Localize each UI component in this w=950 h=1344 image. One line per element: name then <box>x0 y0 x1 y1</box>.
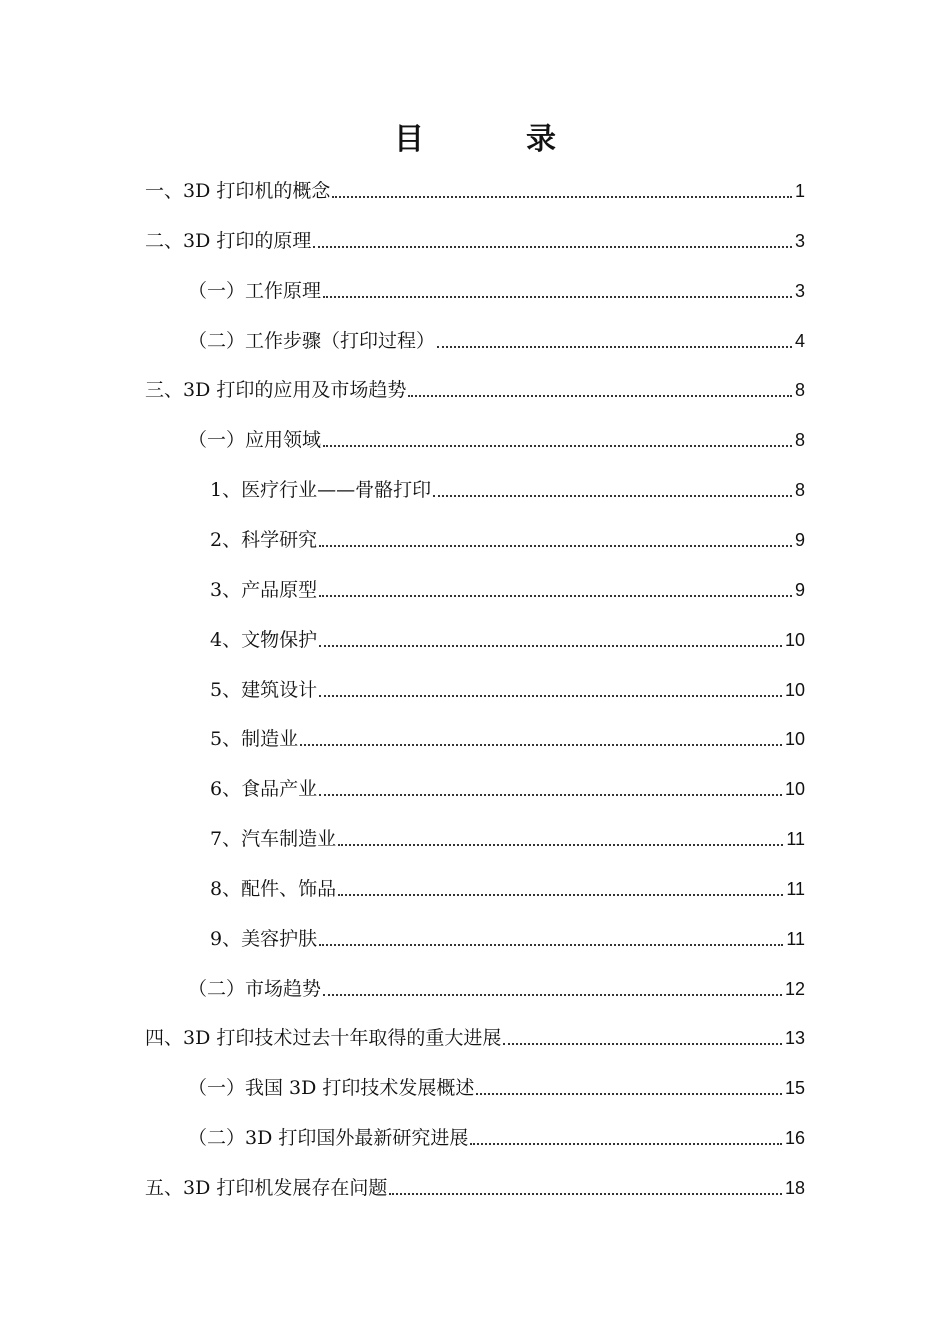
toc-entry-page-number: 18 <box>784 1178 805 1198</box>
toc-dot-leader <box>319 944 783 946</box>
toc-entry-page-number: 9 <box>794 580 805 600</box>
toc-entry-page-number: 11 <box>786 929 805 949</box>
toc-entry-label: （二）工作步骤（打印过程） <box>188 330 436 352</box>
toc-entry-label: 6、食品产业 <box>210 778 318 800</box>
toc-entry-page-number: 11 <box>786 829 805 849</box>
toc-dot-leader <box>433 495 792 497</box>
toc-entry-page-number: 12 <box>784 979 805 999</box>
toc-entry[interactable] <box>0 373 805 403</box>
toc-entry-label: 4、文物保护 <box>210 629 318 651</box>
toc-entry-page-number: 8 <box>794 480 805 500</box>
toc-entry[interactable] <box>0 1071 805 1101</box>
toc-entry-page-number: 3 <box>794 281 805 301</box>
toc-entry[interactable] <box>0 623 805 653</box>
toc-entry-page-number: 10 <box>784 779 805 799</box>
toc-entry[interactable] <box>0 274 805 304</box>
toc-entry-label: 五、3D 打印机发展存在问题 <box>145 1177 388 1199</box>
toc-entry[interactable] <box>0 822 805 852</box>
toc-dot-leader <box>323 994 782 996</box>
toc-entry-label: 8、配件、饰品 <box>210 878 337 900</box>
toc-dot-leader <box>300 744 782 746</box>
toc-entry-page-number: 1 <box>794 181 805 201</box>
toc-dot-leader <box>332 196 792 198</box>
toc-entry-label: 三、3D 打印的应用及市场趋势 <box>145 379 407 401</box>
toc-dot-leader <box>319 695 782 697</box>
toc-dot-leader <box>323 445 792 447</box>
toc-entry[interactable] <box>0 922 805 952</box>
toc-dot-leader <box>470 1143 782 1145</box>
toc-entry-label: （二）3D 打印国外最新研究进展 <box>188 1127 469 1149</box>
toc-dot-leader <box>319 595 792 597</box>
toc-entry-label: （一）应用领域 <box>188 429 322 451</box>
toc-entry-page-number: 16 <box>784 1128 805 1148</box>
toc-entry[interactable] <box>0 772 805 802</box>
toc-entry-label: 一、3D 打印机的概念 <box>145 180 331 202</box>
toc-entry-label: 5、制造业 <box>210 728 299 750</box>
toc-entry-label: （一）我国 3D 打印技术发展概述 <box>188 1077 475 1099</box>
toc-dot-leader <box>313 246 792 248</box>
toc-entry-page-number: 8 <box>794 430 805 450</box>
toc-dot-leader <box>408 395 792 397</box>
toc-entry[interactable] <box>0 423 805 453</box>
toc-entry-label: （一）工作原理 <box>188 280 322 302</box>
toc-dot-leader <box>319 545 792 547</box>
toc-dot-leader <box>338 844 783 846</box>
toc-entry[interactable] <box>0 324 805 354</box>
toc-entry-label: 5、建筑设计 <box>210 679 318 701</box>
toc-entry[interactable] <box>0 972 805 1002</box>
toc-entry[interactable] <box>0 224 805 254</box>
toc-dot-leader <box>476 1093 782 1095</box>
toc-entry-page-number: 10 <box>784 630 805 650</box>
toc-entry[interactable] <box>0 1121 805 1151</box>
toc-entry-page-number: 3 <box>794 231 805 251</box>
toc-entry-page-number: 10 <box>784 680 805 700</box>
toc-entry-page-number: 11 <box>786 879 805 899</box>
toc-entry[interactable] <box>0 1171 805 1201</box>
toc-entry[interactable] <box>0 473 805 503</box>
toc-dot-leader <box>323 296 792 298</box>
toc-entry[interactable] <box>0 174 805 204</box>
toc-entry-page-number: 13 <box>784 1028 805 1048</box>
toc-entry-page-number: 15 <box>784 1078 805 1098</box>
toc-dot-leader <box>319 645 782 647</box>
toc-entry[interactable] <box>0 722 805 752</box>
toc-entry-label: 7、汽车制造业 <box>210 828 337 850</box>
toc-entry-page-number: 4 <box>794 331 805 351</box>
toc-dot-leader <box>319 794 782 796</box>
toc-entry[interactable] <box>0 673 805 703</box>
toc-entry-label: 二、3D 打印的原理 <box>145 230 312 252</box>
toc-entry-page-number: 8 <box>794 380 805 400</box>
toc-entry[interactable] <box>0 573 805 603</box>
toc-entry[interactable] <box>0 1021 805 1051</box>
toc-entry-label: 1、医疗行业——骨骼打印 <box>210 479 432 501</box>
toc-dot-leader <box>338 894 783 896</box>
toc-entry-label: 9、美容护肤 <box>210 928 318 950</box>
toc-dot-leader <box>389 1193 782 1195</box>
toc-title: 目 录 <box>394 122 592 157</box>
toc-entry-label: 四、3D 打印技术过去十年取得的重大进展 <box>145 1027 502 1049</box>
toc-entry-page-number: 9 <box>794 530 805 550</box>
toc-entry-label: 2、科学研究 <box>210 529 318 551</box>
toc-entry-label: （二）市场趋势 <box>188 978 322 1000</box>
toc-entry-label: 3、产品原型 <box>210 579 318 601</box>
toc-dot-leader <box>503 1043 782 1045</box>
toc-entry[interactable] <box>0 872 805 902</box>
toc-entry[interactable] <box>0 523 805 553</box>
toc-entry-page-number: 10 <box>784 729 805 749</box>
toc-dot-leader <box>437 346 792 348</box>
